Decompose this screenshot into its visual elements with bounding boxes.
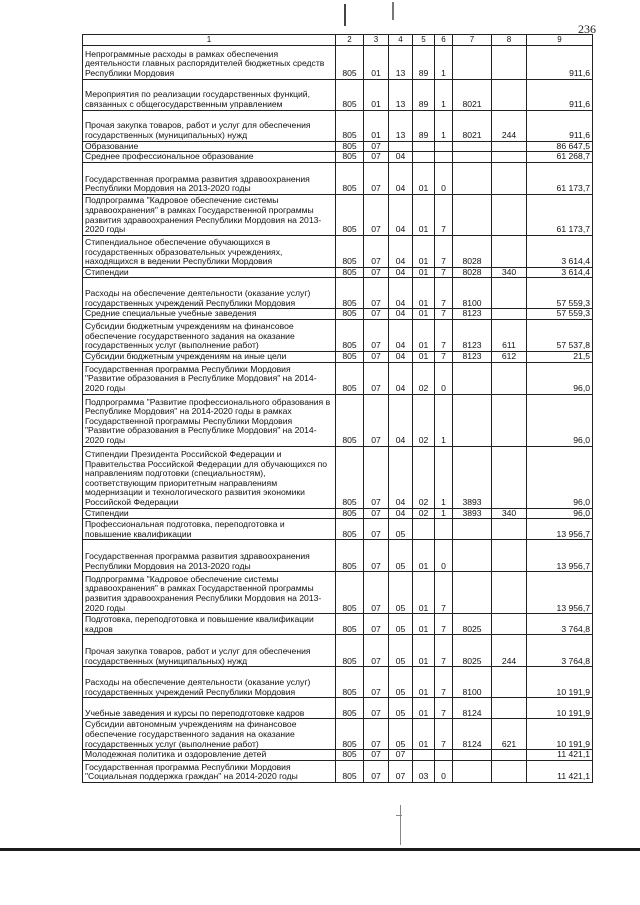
table-row xyxy=(83,760,593,782)
table-row xyxy=(83,141,593,152)
code-subsection: 13 xyxy=(389,110,413,141)
amount: 10 191,9 xyxy=(527,698,593,719)
code-section: 07 xyxy=(364,351,389,362)
amount: 13 956,7 xyxy=(527,540,593,572)
header-col-8: 8 xyxy=(492,35,527,46)
code-ministry: 805 xyxy=(336,635,364,667)
code-subprogram: 7 xyxy=(435,667,453,698)
code-section: 07 xyxy=(364,362,389,394)
code-subprogram xyxy=(435,519,453,540)
code-subsection: 13 xyxy=(389,79,413,110)
amount: 57 537,8 xyxy=(527,319,593,351)
code-section: 07 xyxy=(364,614,389,635)
header-col-4: 4 xyxy=(389,35,413,46)
code-section: 07 xyxy=(364,319,389,351)
code-program: 02 xyxy=(413,362,435,394)
amount: 13 956,7 xyxy=(527,572,593,614)
code-expense-type xyxy=(492,667,527,698)
code-program xyxy=(413,750,435,761)
code-subprogram: 7 xyxy=(435,309,453,320)
code-subprogram: 7 xyxy=(435,267,453,278)
code-target: 8123 xyxy=(453,309,492,320)
code-section: 07 xyxy=(364,446,389,508)
code-subprogram xyxy=(435,750,453,761)
code-target xyxy=(453,162,492,194)
code-expense-type xyxy=(492,362,527,394)
code-expense-type xyxy=(492,394,527,446)
code-expense-type xyxy=(492,45,527,79)
amount: 10 191,9 xyxy=(527,719,593,750)
code-section: 07 xyxy=(364,235,389,267)
amount: 96,0 xyxy=(527,446,593,508)
code-expense-type xyxy=(492,760,527,782)
code-ministry: 805 xyxy=(336,194,364,235)
code-ministry: 805 xyxy=(336,267,364,278)
table-row xyxy=(83,572,593,614)
code-target xyxy=(453,362,492,394)
code-section: 07 xyxy=(364,719,389,750)
code-target xyxy=(453,394,492,446)
code-subsection: 04 xyxy=(389,362,413,394)
code-target xyxy=(453,750,492,761)
page-number: 236 xyxy=(578,22,596,36)
code-program: 01 xyxy=(413,667,435,698)
code-ministry: 805 xyxy=(336,446,364,508)
header-col-2: 2 xyxy=(336,35,364,46)
code-subprogram xyxy=(435,141,453,152)
code-expense-type xyxy=(492,698,527,719)
budget-table xyxy=(82,34,593,783)
code-expense-type xyxy=(492,446,527,508)
code-subsection: 04 xyxy=(389,235,413,267)
code-expense-type: 621 xyxy=(492,719,527,750)
code-section: 07 xyxy=(364,519,389,540)
code-expense-type: 244 xyxy=(492,110,527,141)
expense-name: Средние специальные учебные заведения xyxy=(83,309,336,320)
code-ministry: 805 xyxy=(336,309,364,320)
code-section: 07 xyxy=(364,141,389,152)
code-expense-type: 612 xyxy=(492,351,527,362)
code-ministry: 805 xyxy=(336,698,364,719)
expense-name: Подпрограмма "Развитие профессионального образования в Республике Мордовия" на 2014-2020 годы в рамках Государственной программы Республики Мордовия "Развитие образования в Республике Мордовия" на 2014-2020 годы xyxy=(83,394,336,446)
code-target xyxy=(453,141,492,152)
amount: 11 421,1 xyxy=(527,760,593,782)
expense-name: Учебные заведения и курсы по переподготовке кадров xyxy=(83,698,336,719)
code-subsection: 04 xyxy=(389,446,413,508)
header-col-5: 5 xyxy=(413,35,435,46)
table-row xyxy=(83,235,593,267)
code-target xyxy=(453,194,492,235)
expense-name: Молодежная политика и оздоровление детей xyxy=(83,750,336,761)
header-col-7: 7 xyxy=(453,35,492,46)
code-section: 07 xyxy=(364,162,389,194)
code-subprogram: 0 xyxy=(435,362,453,394)
code-ministry: 805 xyxy=(336,540,364,572)
expense-name: Стипендиальное обеспечение обучающихся в государственных образовательных учреждениях, находящихся в ведении Республики Мордовия xyxy=(83,235,336,267)
table-row xyxy=(83,667,593,698)
table-row xyxy=(83,698,593,719)
table-row xyxy=(83,309,593,320)
code-program: 01 xyxy=(413,540,435,572)
code-subprogram: 1 xyxy=(435,45,453,79)
code-subprogram: 1 xyxy=(435,110,453,141)
code-target xyxy=(453,760,492,782)
expense-name: Субсидии бюджетным учреждениям на иные цели xyxy=(83,351,336,362)
expense-name: Субсидии бюджетным учреждениям на финансовое обеспечение государственного задания на оказание государственных услуг (выполнение работ) xyxy=(83,319,336,351)
code-expense-type: 611 xyxy=(492,319,527,351)
expense-name: Государственная программа развития здравоохранения Республики Мордовия на 2013-2020 годы xyxy=(83,540,336,572)
code-ministry: 805 xyxy=(336,519,364,540)
code-section: 07 xyxy=(364,635,389,667)
code-subsection: 07 xyxy=(389,760,413,782)
code-section: 07 xyxy=(364,278,389,309)
code-program: 02 xyxy=(413,446,435,508)
code-subprogram: 7 xyxy=(435,719,453,750)
code-expense-type xyxy=(492,278,527,309)
code-expense-type xyxy=(492,235,527,267)
amount: 911,6 xyxy=(527,45,593,79)
code-subsection: 07 xyxy=(389,750,413,761)
header-col-9: 9 xyxy=(527,35,593,46)
code-subprogram: 7 xyxy=(435,614,453,635)
code-target xyxy=(453,519,492,540)
code-target: 8123 xyxy=(453,351,492,362)
table-row xyxy=(83,394,593,446)
table-row xyxy=(83,362,593,394)
table-header-row xyxy=(83,35,593,46)
expense-name: Стипендии xyxy=(83,267,336,278)
code-expense-type xyxy=(492,141,527,152)
code-target: 8021 xyxy=(453,110,492,141)
page-bottom-edge xyxy=(0,848,640,851)
code-program: 03 xyxy=(413,760,435,782)
code-subprogram: 7 xyxy=(435,635,453,667)
code-section: 07 xyxy=(364,698,389,719)
code-ministry: 805 xyxy=(336,110,364,141)
code-subsection: 13 xyxy=(389,45,413,79)
expense-name: Стипендии xyxy=(83,508,336,519)
code-target: 8028 xyxy=(453,267,492,278)
code-subprogram: 1 xyxy=(435,446,453,508)
amount: 86 647,5 xyxy=(527,141,593,152)
amount: 96,0 xyxy=(527,394,593,446)
expense-name: Подпрограмма "Кадровое обеспечение системы здравоохранения" в рамках Государственной программы развития здравоохранения Республики Мордовия на 2013-2020 годы xyxy=(83,572,336,614)
code-expense-type xyxy=(492,519,527,540)
code-expense-type: 340 xyxy=(492,508,527,519)
code-target: 8028 xyxy=(453,235,492,267)
code-program: 01 xyxy=(413,635,435,667)
table-row xyxy=(83,162,593,194)
code-target: 8100 xyxy=(453,278,492,309)
table-row xyxy=(83,508,593,519)
scan-mark-left xyxy=(344,4,346,26)
table-row xyxy=(83,267,593,278)
code-subsection: 04 xyxy=(389,152,413,163)
code-target: 3893 xyxy=(453,446,492,508)
code-subsection: 04 xyxy=(389,319,413,351)
table-row xyxy=(83,446,593,508)
code-subprogram: 1 xyxy=(435,394,453,446)
code-target: 8100 xyxy=(453,667,492,698)
amount: 57 559,3 xyxy=(527,278,593,309)
code-program: 02 xyxy=(413,508,435,519)
code-subprogram: 7 xyxy=(435,194,453,235)
code-program: 01 xyxy=(413,614,435,635)
code-subsection: 05 xyxy=(389,667,413,698)
table-row xyxy=(83,79,593,110)
code-expense-type: 244 xyxy=(492,635,527,667)
expense-name: Стипендии Президента Российской Федерации и Правительства Российской Федерации для обучающихся по направлениям подготовки (специальностям), соответствующим приоритетным направлениям модернизации и технологического развития экономики Российской Федерации xyxy=(83,446,336,508)
code-subprogram: 7 xyxy=(435,572,453,614)
amount: 911,6 xyxy=(527,79,593,110)
code-section: 01 xyxy=(364,45,389,79)
code-ministry: 805 xyxy=(336,572,364,614)
code-subprogram: 7 xyxy=(435,235,453,267)
table-row xyxy=(83,750,593,761)
table-row xyxy=(83,319,593,351)
amount: 11 421,1 xyxy=(527,750,593,761)
code-expense-type xyxy=(492,572,527,614)
expense-name: Образование xyxy=(83,141,336,152)
code-section: 07 xyxy=(364,394,389,446)
code-subsection: 05 xyxy=(389,719,413,750)
code-ministry: 805 xyxy=(336,362,364,394)
expense-name: Расходы на обеспечение деятельности (оказание услуг) государственных учреждений Республики Мордовия xyxy=(83,278,336,309)
code-subsection: 05 xyxy=(389,572,413,614)
code-ministry: 805 xyxy=(336,614,364,635)
code-ministry: 805 xyxy=(336,760,364,782)
expense-name: Государственная программа Республики Мордовия "Развитие образования в Республике Мордовия" на 2014-2020 годы xyxy=(83,362,336,394)
code-ministry: 805 xyxy=(336,79,364,110)
binding-mark xyxy=(400,805,401,845)
expense-name: Государственная программа развития здравоохранения Республики Мордовия на 2013-2020 годы xyxy=(83,162,336,194)
expense-name: Среднее профессиональное образование xyxy=(83,152,336,163)
code-program: 89 xyxy=(413,110,435,141)
code-ministry: 805 xyxy=(336,141,364,152)
code-subsection: 04 xyxy=(389,351,413,362)
amount: 96,0 xyxy=(527,508,593,519)
code-expense-type xyxy=(492,750,527,761)
code-subsection: 05 xyxy=(389,614,413,635)
code-expense-type xyxy=(492,309,527,320)
code-program: 02 xyxy=(413,394,435,446)
code-target: 8124 xyxy=(453,719,492,750)
code-ministry: 805 xyxy=(336,319,364,351)
expense-name: Мероприятия по реализации государственных функций, связанных с общегосударственным управлением xyxy=(83,79,336,110)
code-program: 01 xyxy=(413,162,435,194)
code-subprogram: 0 xyxy=(435,540,453,572)
code-expense-type xyxy=(492,540,527,572)
code-subprogram: 1 xyxy=(435,79,453,110)
table-row xyxy=(83,540,593,572)
code-section: 07 xyxy=(364,309,389,320)
code-section: 07 xyxy=(364,572,389,614)
code-program: 01 xyxy=(413,719,435,750)
code-ministry: 805 xyxy=(336,667,364,698)
code-target: 8124 xyxy=(453,698,492,719)
amount: 3 614,4 xyxy=(527,267,593,278)
code-ministry: 805 xyxy=(336,162,364,194)
binding-mark-tick xyxy=(396,815,402,816)
expense-name: Профессиональная подготовка, переподготовка и повышение квалификации xyxy=(83,519,336,540)
code-subsection: 05 xyxy=(389,635,413,667)
table-row xyxy=(83,351,593,362)
code-program: 01 xyxy=(413,309,435,320)
code-ministry: 805 xyxy=(336,750,364,761)
code-ministry: 805 xyxy=(336,719,364,750)
code-subsection: 04 xyxy=(389,394,413,446)
expense-name: Прочая закупка товаров, работ и услуг для обеспечения государственных (муниципальных) нужд xyxy=(83,635,336,667)
code-target: 8123 xyxy=(453,319,492,351)
amount: 61 173,7 xyxy=(527,162,593,194)
code-subsection: 05 xyxy=(389,519,413,540)
code-target xyxy=(453,152,492,163)
code-section: 07 xyxy=(364,194,389,235)
code-program xyxy=(413,519,435,540)
code-section: 07 xyxy=(364,152,389,163)
expense-name: Прочая закупка товаров, работ и услуг для обеспечения государственных (муниципальных) нужд xyxy=(83,110,336,141)
code-subsection: 04 xyxy=(389,508,413,519)
code-subsection: 04 xyxy=(389,162,413,194)
code-section: 07 xyxy=(364,267,389,278)
code-ministry: 805 xyxy=(336,351,364,362)
code-target xyxy=(453,572,492,614)
table-row xyxy=(83,110,593,141)
code-subsection: 04 xyxy=(389,267,413,278)
code-subprogram: 0 xyxy=(435,162,453,194)
code-expense-type xyxy=(492,194,527,235)
code-subprogram xyxy=(435,152,453,163)
code-program: 01 xyxy=(413,351,435,362)
table-row xyxy=(83,278,593,309)
code-section: 07 xyxy=(364,760,389,782)
code-expense-type xyxy=(492,162,527,194)
code-subsection: 04 xyxy=(389,309,413,320)
code-subsection: 04 xyxy=(389,278,413,309)
table-row xyxy=(83,635,593,667)
code-subprogram: 0 xyxy=(435,760,453,782)
expense-name: Субсидии автономным учреждениям на финансовое обеспечение государственного задания на оказание государственных услуг (выполнение работ) xyxy=(83,719,336,750)
code-program: 01 xyxy=(413,194,435,235)
table-row xyxy=(83,152,593,163)
code-subprogram: 7 xyxy=(435,351,453,362)
amount: 911,6 xyxy=(527,110,593,141)
code-section: 01 xyxy=(364,110,389,141)
amount: 3 764,8 xyxy=(527,614,593,635)
code-target: 8025 xyxy=(453,614,492,635)
code-program: 01 xyxy=(413,572,435,614)
amount: 13 956,7 xyxy=(527,519,593,540)
table-row xyxy=(83,614,593,635)
header-col-3: 3 xyxy=(364,35,389,46)
code-section: 07 xyxy=(364,667,389,698)
expense-name: Государственная программа Республики Мордовия "Социальная поддержка граждан" на 2014-2020 годы xyxy=(83,760,336,782)
code-ministry: 805 xyxy=(336,278,364,309)
code-subsection: 04 xyxy=(389,194,413,235)
header-col-1: 1 xyxy=(83,35,336,46)
code-subsection: 05 xyxy=(389,698,413,719)
amount: 3 764,8 xyxy=(527,635,593,667)
code-subsection: 05 xyxy=(389,540,413,572)
amount: 57 559,3 xyxy=(527,309,593,320)
code-program: 89 xyxy=(413,45,435,79)
expense-name: Подпрограмма "Кадровое обеспечение системы здравоохранения" в рамках Государственной программы развития здравоохранения Республики Мордовия на 2013-2020 годы xyxy=(83,194,336,235)
code-program: 01 xyxy=(413,278,435,309)
code-section: 07 xyxy=(364,750,389,761)
code-subprogram: 7 xyxy=(435,278,453,309)
code-expense-type xyxy=(492,152,527,163)
code-program: 89 xyxy=(413,79,435,110)
code-expense-type: 340 xyxy=(492,267,527,278)
code-target: 8025 xyxy=(453,635,492,667)
amount: 61 268,7 xyxy=(527,152,593,163)
table-row xyxy=(83,719,593,750)
header-col-6: 6 xyxy=(435,35,453,46)
code-program: 01 xyxy=(413,698,435,719)
amount: 3 614,4 xyxy=(527,235,593,267)
code-ministry: 805 xyxy=(336,235,364,267)
code-program: 01 xyxy=(413,235,435,267)
code-ministry: 805 xyxy=(336,45,364,79)
table-row xyxy=(83,45,593,79)
code-program xyxy=(413,141,435,152)
code-subprogram: 7 xyxy=(435,698,453,719)
code-ministry: 805 xyxy=(336,508,364,519)
code-section: 07 xyxy=(364,540,389,572)
expense-name: Расходы на обеспечение деятельности (оказание услуг) государственных учреждений Республики Мордовия xyxy=(83,667,336,698)
expense-name: Непрограммные расходы в рамках обеспечения деятельности главных распорядителей бюджетных средств Республики Мордовия xyxy=(83,45,336,79)
expense-name: Подготовка, переподготовка и повышение квалификации кадров xyxy=(83,614,336,635)
code-expense-type xyxy=(492,614,527,635)
scan-mark-right xyxy=(392,2,394,20)
code-section: 01 xyxy=(364,79,389,110)
code-program xyxy=(413,152,435,163)
code-ministry: 805 xyxy=(336,152,364,163)
amount: 21,5 xyxy=(527,351,593,362)
code-subprogram: 1 xyxy=(435,508,453,519)
table-row xyxy=(83,194,593,235)
code-program: 01 xyxy=(413,319,435,351)
amount: 61 173,7 xyxy=(527,194,593,235)
code-target xyxy=(453,45,492,79)
amount: 10 191,9 xyxy=(527,667,593,698)
code-subprogram: 7 xyxy=(435,319,453,351)
table-row xyxy=(83,519,593,540)
code-target: 3893 xyxy=(453,508,492,519)
code-ministry: 805 xyxy=(336,394,364,446)
code-target xyxy=(453,540,492,572)
amount: 96,0 xyxy=(527,362,593,394)
code-expense-type xyxy=(492,79,527,110)
code-section: 07 xyxy=(364,508,389,519)
code-target: 8021 xyxy=(453,79,492,110)
code-program: 01 xyxy=(413,267,435,278)
code-subsection xyxy=(389,141,413,152)
